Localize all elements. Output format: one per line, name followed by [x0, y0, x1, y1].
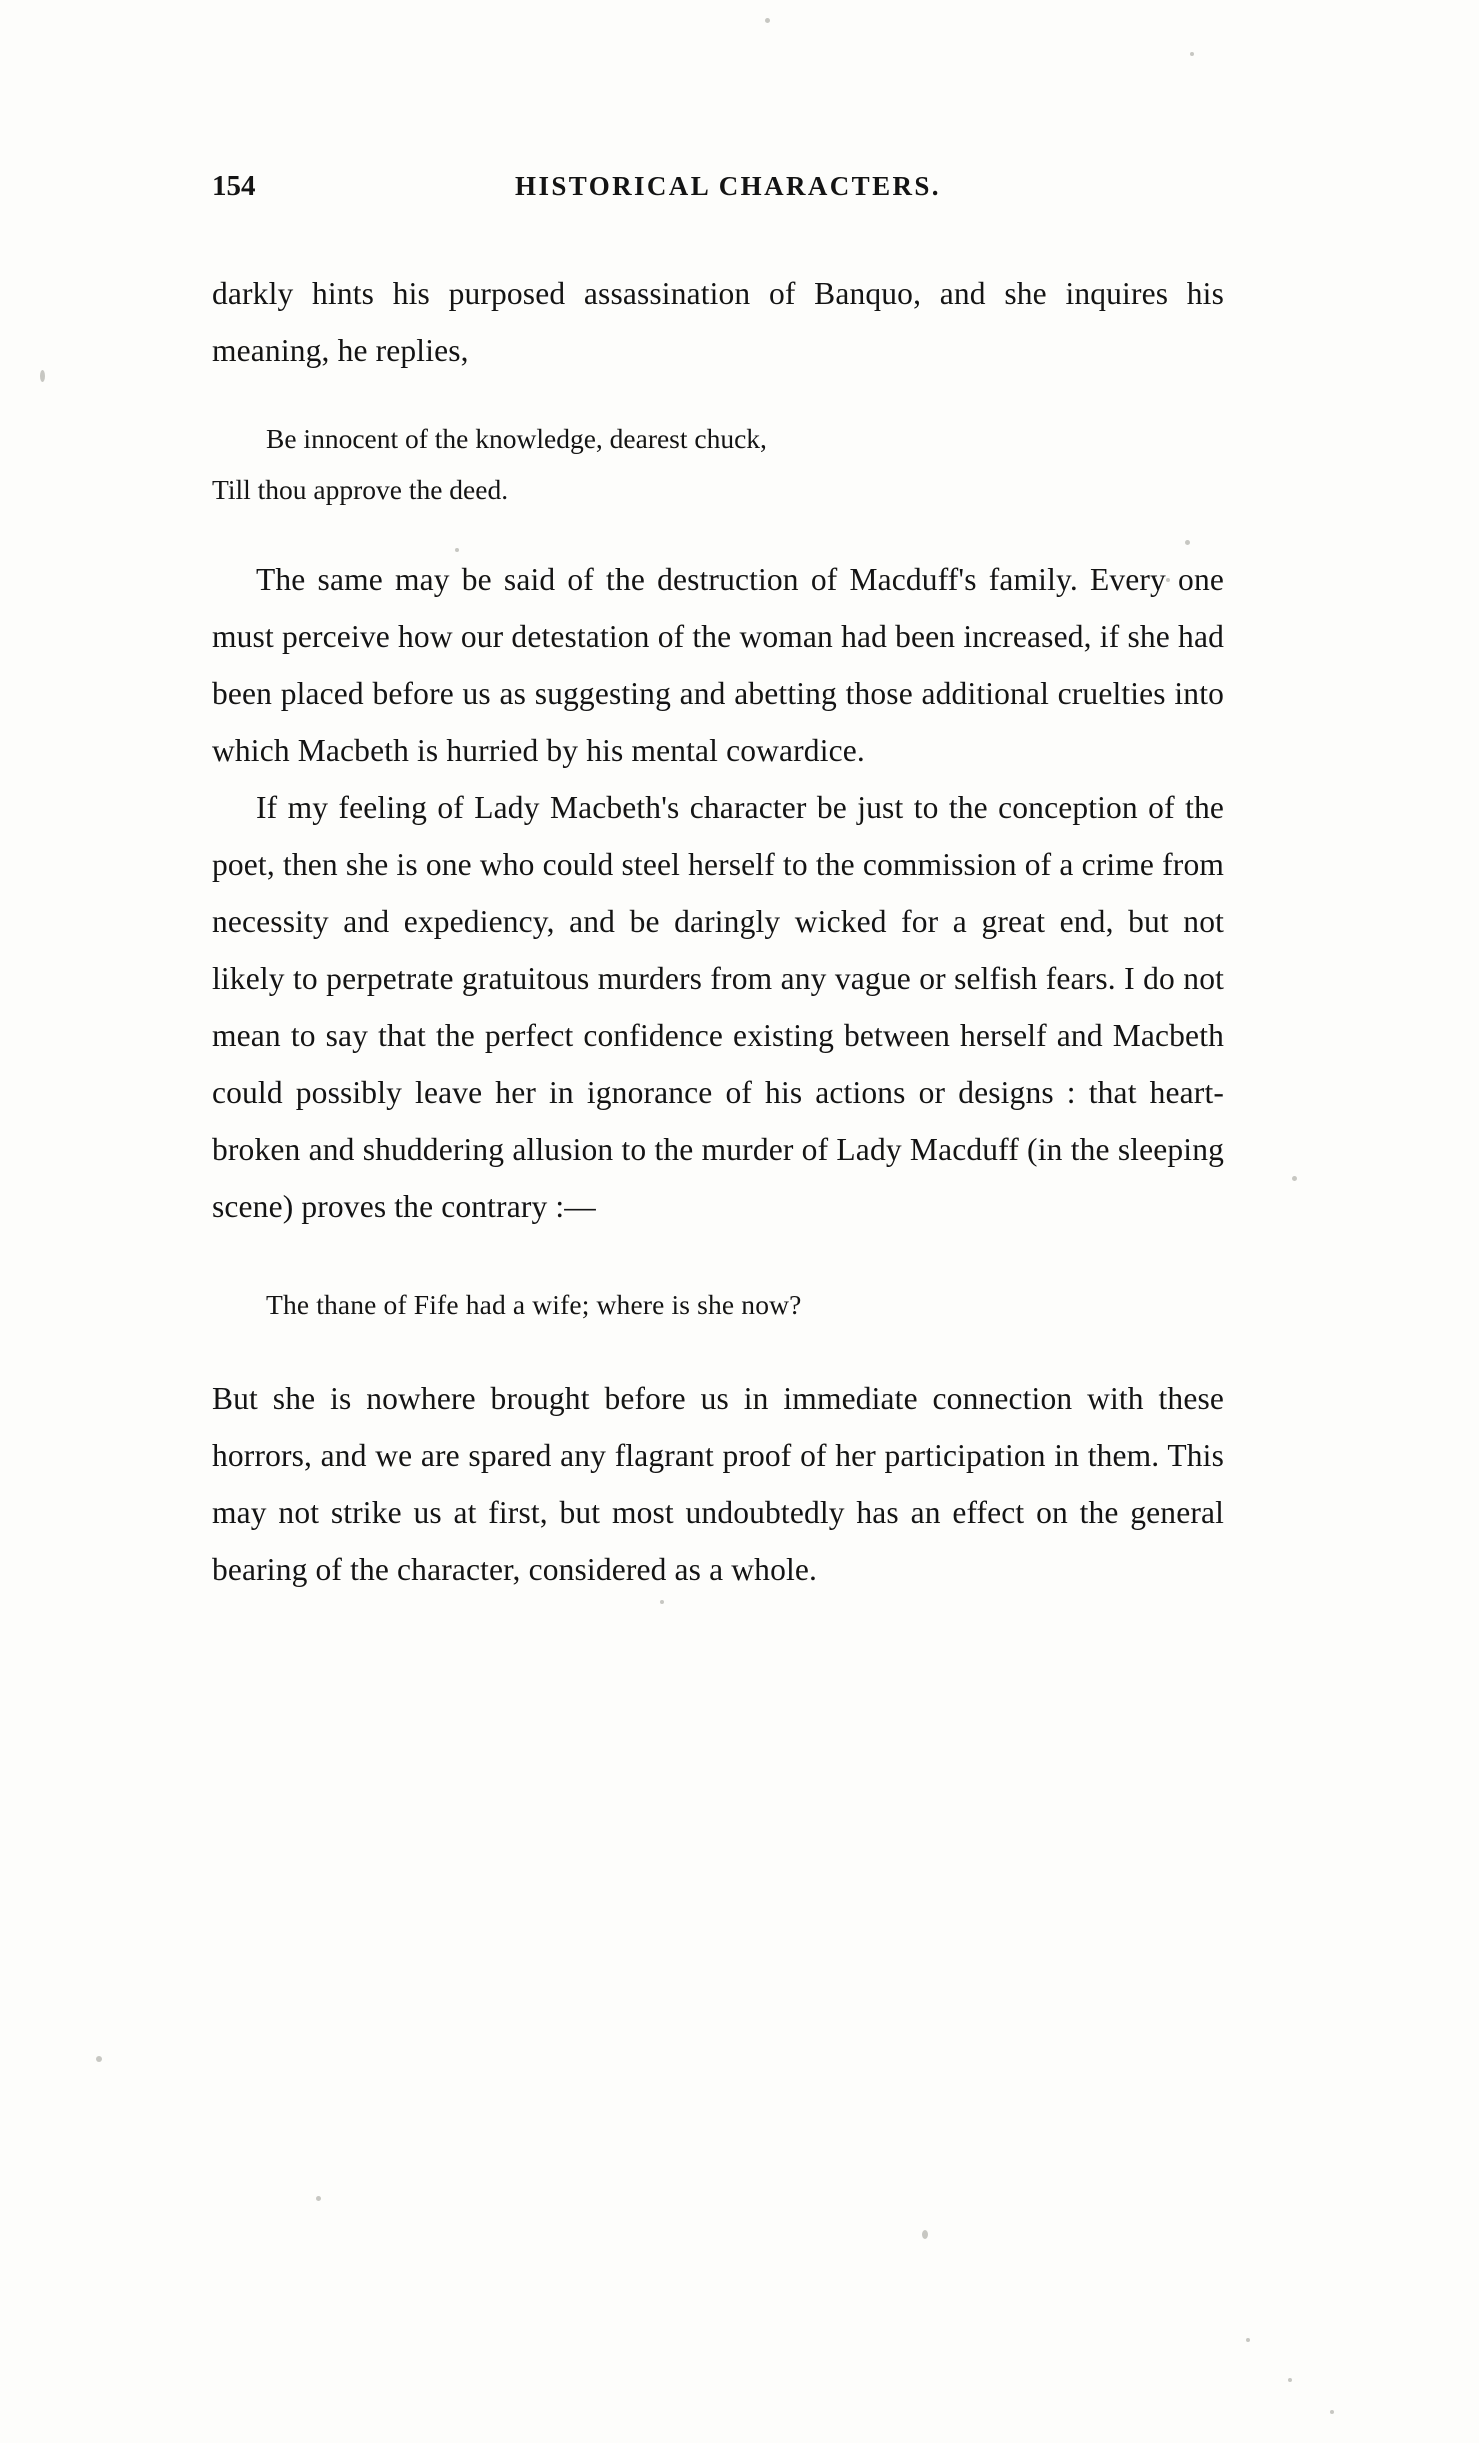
scan-speck [1330, 2410, 1334, 2414]
running-head [212, 170, 1224, 203]
scan-speck [40, 370, 45, 382]
paragraph-4: But she is nowhere brought before us in immediate connection with these horrors, and we are spared any flagrant proof of her participation in them. This may not strike us at first, but most undoubtedly has an effect on the general bearing of the character, considered as a whole. [212, 1381, 1224, 1587]
verse-line: Be innocent of the knowledge, dearest chuck, [266, 423, 767, 454]
paragraph-3: If my feeling of Lady Macbeth's character be just to the conception of the poet, then she is one who could steel herself to the commission of a crime from necessity and expediency, and be daringly wicked for a great end, but not likely to perpetrate gratuitous murders from any vague or selfish fears. I do not mean to say that the perfect confidence existing between herself and Macbeth could possibly leave her in ignorance of his actions or designs : that heart-broken and shuddering allusion to the murder of Lady Macduff (in the sleeping scene) proves the contrary :— [212, 790, 1224, 1224]
scan-speck [765, 18, 770, 23]
running-head-title: HISTORICAL CHARACTERS. [515, 171, 941, 201]
page-content [212, 170, 1224, 1598]
scan-speck [922, 2230, 928, 2239]
scan-speck [316, 2196, 321, 2201]
verse-line: Till thou approve the deed. [212, 474, 509, 505]
verse-quote-1 [212, 413, 1224, 515]
scan-speck [1190, 52, 1194, 56]
verse-quote-2: The thane of Fife had a wife; where is she now? [266, 1289, 802, 1320]
paragraph-2: The same may be said of the destruction of Macduff's family. Every one must perceive how our detestation of the woman had been increased, if she had been placed before us as suggesting and abetting those additional cruelties into which Macbeth is hurried by his mental cowardice. [212, 562, 1224, 768]
page-number: 154 [212, 170, 256, 202]
scan-speck [1246, 2338, 1250, 2342]
scan-speck [96, 2056, 102, 2062]
scan-speck [1288, 2378, 1292, 2382]
scan-speck [1292, 1176, 1297, 1181]
scan-speck [660, 1600, 664, 1604]
paragraph-1: darkly hints his purposed assassination of Banquo, and she inquires his meaning, he replies, [212, 276, 1224, 368]
